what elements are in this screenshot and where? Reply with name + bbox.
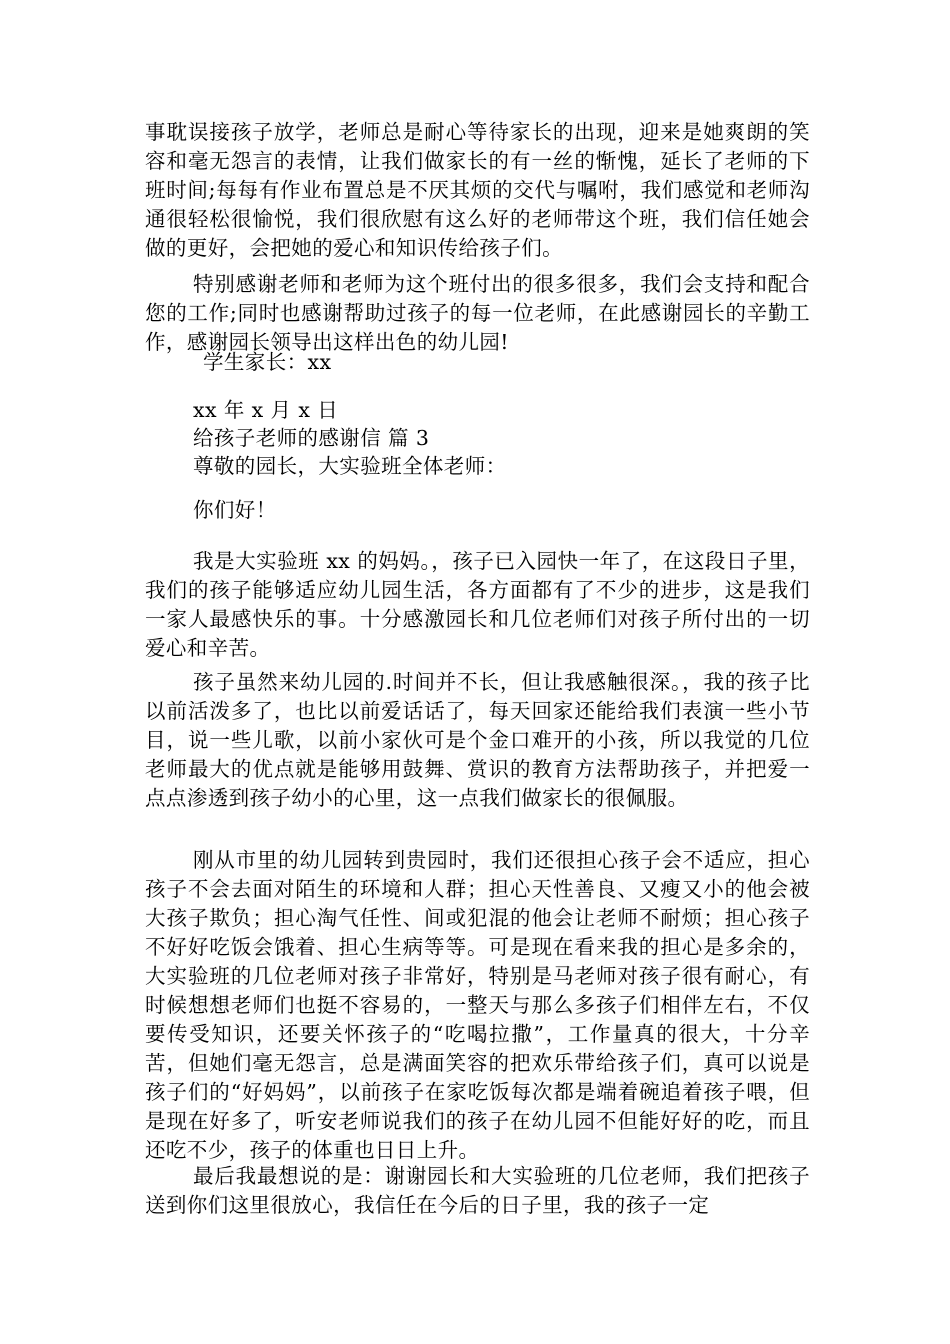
salutation-line: 尊敬的园长，大实验班全体老师： (193, 454, 507, 478)
signature-line: 学生家长：xx (203, 350, 332, 374)
letter-paragraph-5: 刚从市里的幼儿园转到贵园时，我们还很担心孩子会不适应，担心孩子不会去面对陌生的环境和人群；担心天性善良、又瘦又小的他会被大孩子欺负；担心淘气任性、间或犯混的他会让老师不耐烦；担心孩子不好好吃饭会饿着、担心生病等等。可是现在看来我的担心是多余的，大实验班的几位老师对孩子非常好，特别是马老师对孩子很有耐心，有时候想想老师们也挺不容易的，一整天与那么多孩子们相伴左右，不仅要传受知识，还要关怀孩子的“吃喝拉撒”，工作量真的很大，十分辛苦，但她们毫无怨言，总是满面笑容的把欢乐带给孩子们，真可以说是孩子们的“好妈妈”，以前孩子在家吃饭每次都是端着碗追着孩子喂，但是现在好多了，听安老师说我们的孩子在幼儿园不但能好好的吃，而且还吃不少，孩子的体重也日日上升。 (145, 848, 810, 1162)
letter-paragraph-6: 最后我最想说的是：谢谢园长和大实验班的几位老师，我们把孩子送到你们这里很放心，我信任在今后的日子里，我的孩子一定 (145, 1164, 810, 1217)
greeting-line: 你们好！ (193, 498, 277, 522)
date-line: xx 年 x 月 x 日 (193, 398, 339, 422)
letter-paragraph-3: 我是大实验班 xx 的妈妈。，孩子已入园快一年了，在这段日子里，我们的孩子能够适应幼儿园生活，各方面都有了不少的进步，这是我们一家人最感快乐的事。十分感激园长和几位老师们对孩子所付出的一切爱心和辛苦。 (145, 549, 810, 660)
letter-heading: 给孩子老师的感谢信 篇 3 (193, 426, 430, 450)
letter-paragraph-4: 孩子虽然来幼儿园的.时间并不长，但让我感触很深。，我的孩子比以前活泼多了，也比以前爱话话了，每天回家还能给我们表演一些小节目，说一些儿歌，以前小家伙可是个金口难开的小孩，所以我觉的几位老师最大的优点就是能够用鼓舞、赏识的教育方法帮助孩子，并把爱一点点渗透到孩子幼小的心里，这一点我们做家长的很佩服。 (145, 670, 810, 810)
letter-paragraph-2: 特别感谢老师和老师为这个班付出的很多很多，我们会支持和配合您的工作;同时也感谢帮助过孩子的每一位老师，在此感谢园长的辛勤工作，感谢园长领导出这样出色的幼儿园! (145, 272, 810, 354)
letter-paragraph-1: 事耽误接孩子放学，老师总是耐心等待家长的出现，迎来是她爽朗的笑容和毫无怨言的表情，让我们做家长的有一丝的惭愧，延长了老师的下班时间;每每有作业布置总是不厌其烦的交代与嘱咐，我们感觉和老师沟通很轻松很愉悦，我们很欣慰有这么好的老师带这个班，我们信任她会做的更好，会把她的爱心和知识传给孩子们。 (145, 120, 810, 260)
